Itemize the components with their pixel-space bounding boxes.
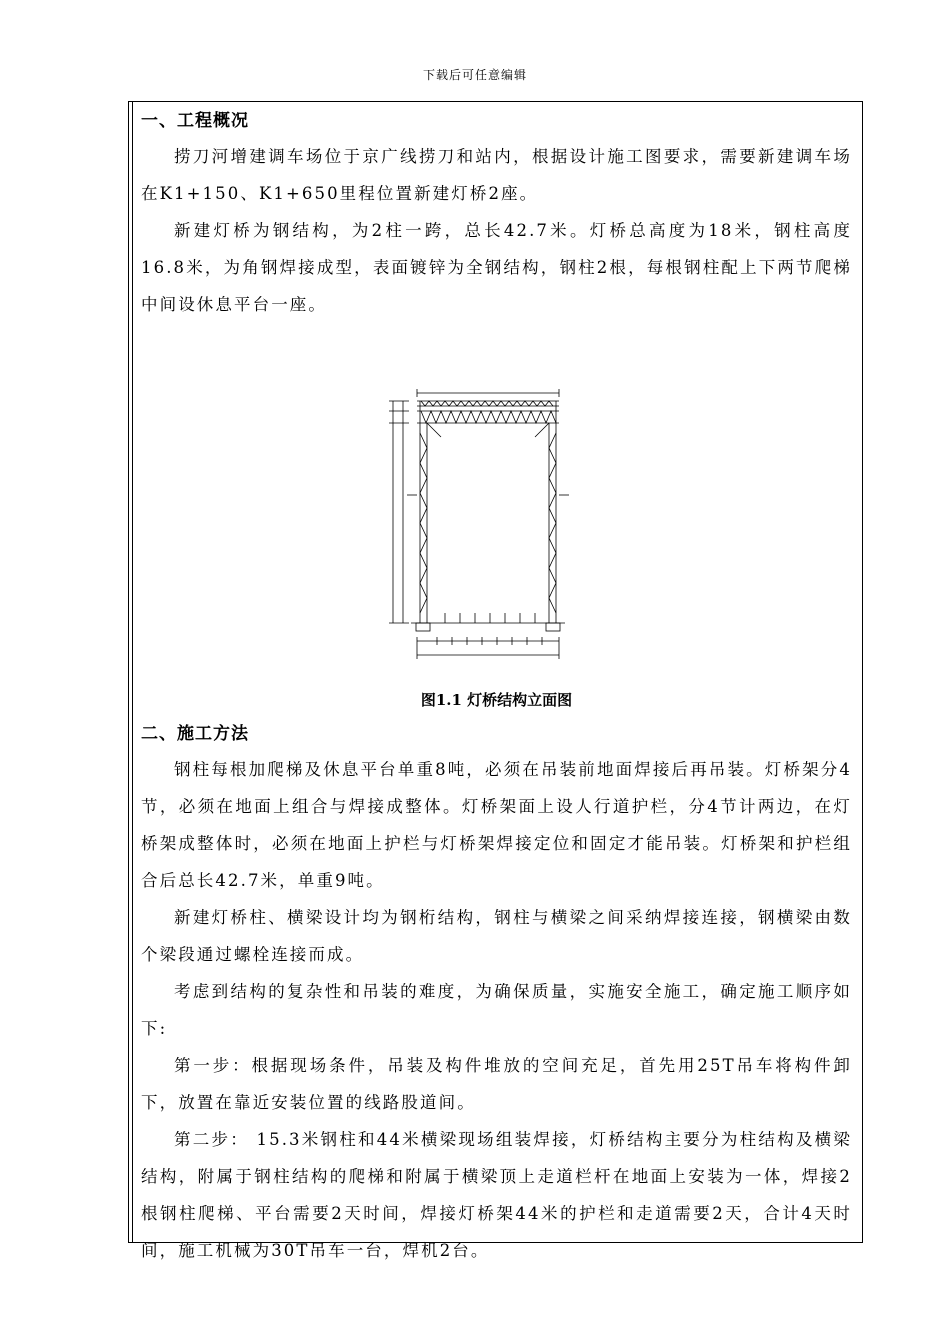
section-2-paragraph-2: 新建灯桥柱、横梁设计均为钢桁结构，钢柱与横梁之间采纳焊接连接，钢横梁由数个梁段通过螺栓连接而成。 [141,908,852,964]
section-1-paragraph-1: 捞刀河增建调车场位于京广线捞刀和站内，根据设计施工图要求，需要新建调车场在K1+150、K1+650里程位置新建灯桥2座。 [141,147,852,203]
frame-left-line-outer [128,102,129,1242]
section-2-paragraph-5: 第二步： 15.3米钢柱和44米横梁现场组装焊接，灯桥结构主要分为柱结构及横梁结构，附属于钢柱结构的爬梯和附属于横梁顶上走道栏杆在地面上安装为一体，焊接2根钢柱爬梯、平台需要2天时间，焊接灯桥架44米的护栏和走道需要2天，合计4天时间，施工机械为30T吊车一台，焊机2台。 [141,1130,852,1260]
bridge-elevation-figure [141,323,852,683]
page-header-note: 下载后可任意编辑 [422,68,527,82]
section-2-paragraph-1: 钢柱每根加爬梯及休息平台单重8吨，必须在吊装前地面焊接后再吊装。灯桥架分4节，必须在地面上组合与焊接成整体。灯桥架面上设人行道护栏，分4节计两边，在灯桥架成整体时，必须在地面上护栏与灯桥架焊接定位和固定才能吊装。灯桥架和护栏组合后总长42.7米，单重9吨。 [141,760,852,890]
document-content [141,104,852,1269]
section-1-paragraph-2: 新建灯桥为钢结构，为2柱一跨，总长42.7米。灯桥总高度为18米，钢柱高度16.8米，为角钢焊接成型，表面镀锌为全钢结构，钢柱2根，每根钢柱配上下两节爬梯中间设休息平台一座。 [141,221,852,314]
figure-caption: 图1.1 灯桥结构立面图 [420,691,573,709]
section-2-paragraph-3: 考虑到结构的复杂性和吊装的难度，为确保质量，实施安全施工，确定施工顺序如下: [141,982,852,1038]
bridge-elevation-drawing [141,323,852,683]
section-2-paragraph-4: 第一步：根据现场条件，吊装及构件堆放的空间充足，首先用25T吊车将构件卸下，放置在靠近安装位置的线路股道间。 [141,1056,852,1112]
section-2-title: 二、施工方法 [141,724,249,744]
section-1-title: 一、工程概况 [141,111,249,131]
frame-left-line-inner [132,102,133,1242]
frame-right-line [862,102,863,1242]
